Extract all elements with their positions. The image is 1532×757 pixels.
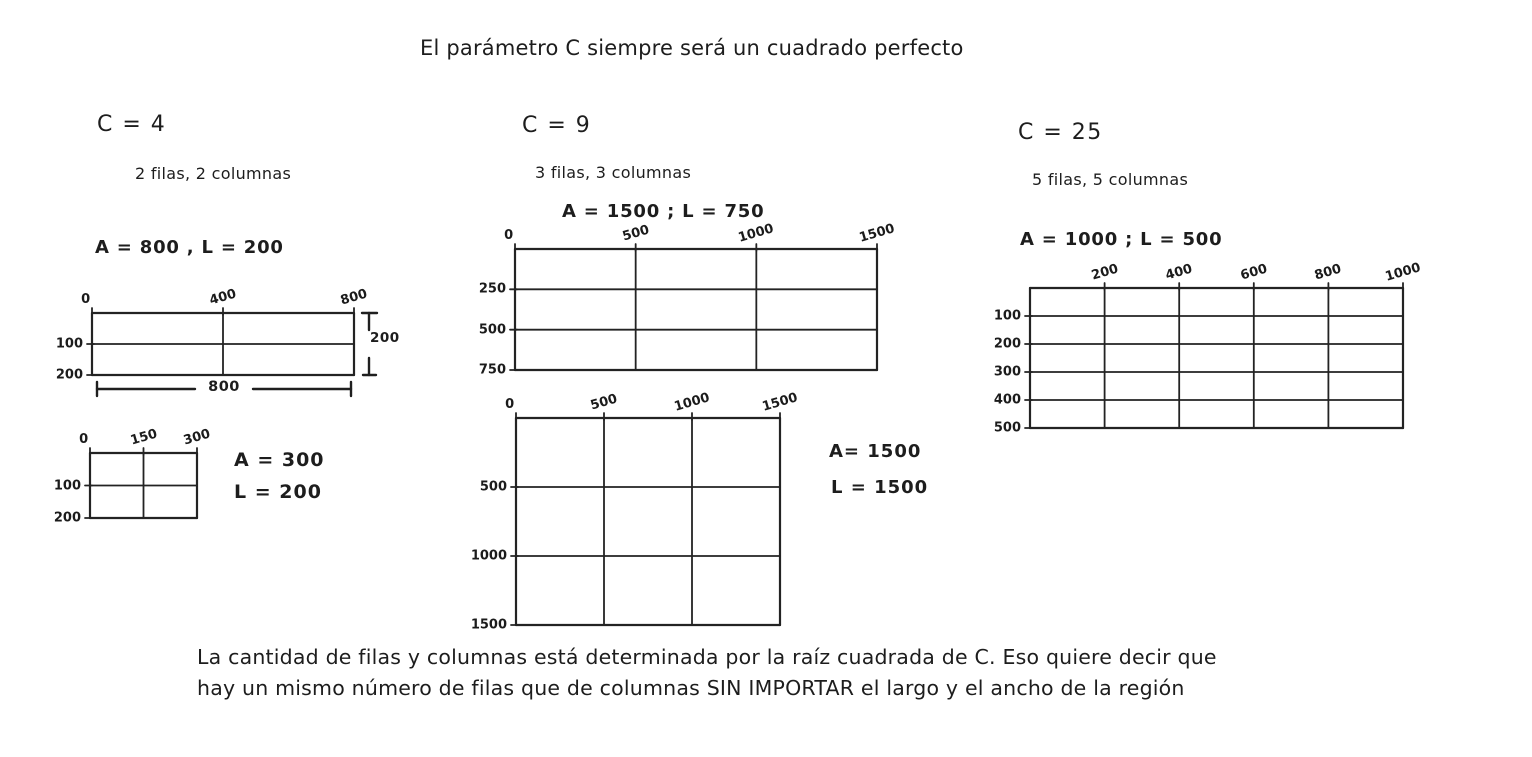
length-label: L = 200 [234,481,322,503]
y-axis-tick-label: 500 [479,479,507,495]
section-heading: C = 9 [522,113,592,138]
width-dimension-label: 800 [208,379,240,395]
y-axis-tick-label: 1000 [470,548,507,564]
section-subheading: 3 filas, 3 columnas [535,163,692,182]
y-axis-tick-label: 200 [55,367,83,383]
grid-c4-small [53,426,213,526]
section-heading: C = 25 [1018,120,1103,145]
grid-lines [516,418,780,625]
x-axis-tick-label: 0 [504,228,514,243]
x-axis-tick-label: 500 [620,222,651,245]
x-axis-tick-label: 1000 [1383,260,1423,285]
footer-line-1: La cantidad de filas y columnas está determinada por la raíz cuadrada de C. Eso quiere decir que [197,645,1217,669]
dimensions-label: A = 1500 ; L = 750 [562,201,765,222]
grid-lines [1030,288,1403,428]
y-axis-tick-label: 100 [53,478,81,493]
y-axis-tick-label: 250 [478,281,506,297]
y-axis-tick-label: 100 [993,308,1021,324]
y-axis-tick-label: 750 [478,362,506,378]
grid-c4-main [55,286,370,383]
x-axis-tick-label: 0 [79,432,89,447]
x-axis-tick-label: 800 [1313,261,1344,284]
grid-lines [515,249,877,370]
grid-c25-main [993,260,1423,436]
height-dimension-label: 200 [370,330,400,346]
x-axis-tick-label: 300 [181,426,213,449]
grid-lines [90,453,197,518]
dimensions-label: A = 1000 ; L = 500 [1020,229,1223,250]
y-axis-tick-label: 200 [53,510,81,526]
x-axis-tick-label: 1000 [672,390,712,415]
y-axis-tick-label: 500 [993,420,1021,436]
section-subheading: 5 filas, 5 columnas [1032,170,1189,189]
section-subheading: 2 filas, 2 columnas [135,164,292,183]
x-axis-tick-label: 1000 [736,221,776,246]
x-axis-tick-label: 1500 [760,390,800,415]
x-axis-tick-label: 600 [1238,261,1269,284]
x-axis-tick-label: 0 [505,397,515,412]
x-axis-tick-label: 0 [81,292,91,307]
x-axis-tick-label: 500 [588,391,620,414]
grid-lines [92,313,354,375]
footer-line-2: hay un mismo número de filas que de columnas SIN IMPORTAR el largo y el ancho de la región [197,676,1185,700]
x-axis-tick-label: 400 [207,286,239,309]
area-label: A = 300 [234,449,325,471]
dimensions-label: A = 800 , L = 200 [95,237,284,258]
grid-c9-square [470,390,800,633]
x-axis-tick-label: 1500 [857,221,897,246]
y-axis-tick-label: 1500 [470,617,507,633]
grid-c9-wide [478,221,897,378]
y-axis-tick-label: 500 [478,322,506,338]
section-heading: C = 4 [97,112,167,137]
x-axis-tick-label: 200 [1089,261,1120,284]
length-label: L = 1500 [831,477,929,498]
x-axis-tick-label: 800 [338,286,370,309]
y-axis-tick-label: 300 [993,364,1021,380]
x-axis-tick-label: 150 [128,426,159,449]
y-axis-tick-label: 200 [993,336,1021,352]
page-title: El parámetro C siempre será un cuadrado perfecto [420,36,964,60]
area-label: A= 1500 [829,441,922,462]
y-axis-tick-label: 400 [993,392,1021,408]
y-axis-tick-label: 100 [55,336,83,352]
x-axis-tick-label: 400 [1164,261,1195,284]
